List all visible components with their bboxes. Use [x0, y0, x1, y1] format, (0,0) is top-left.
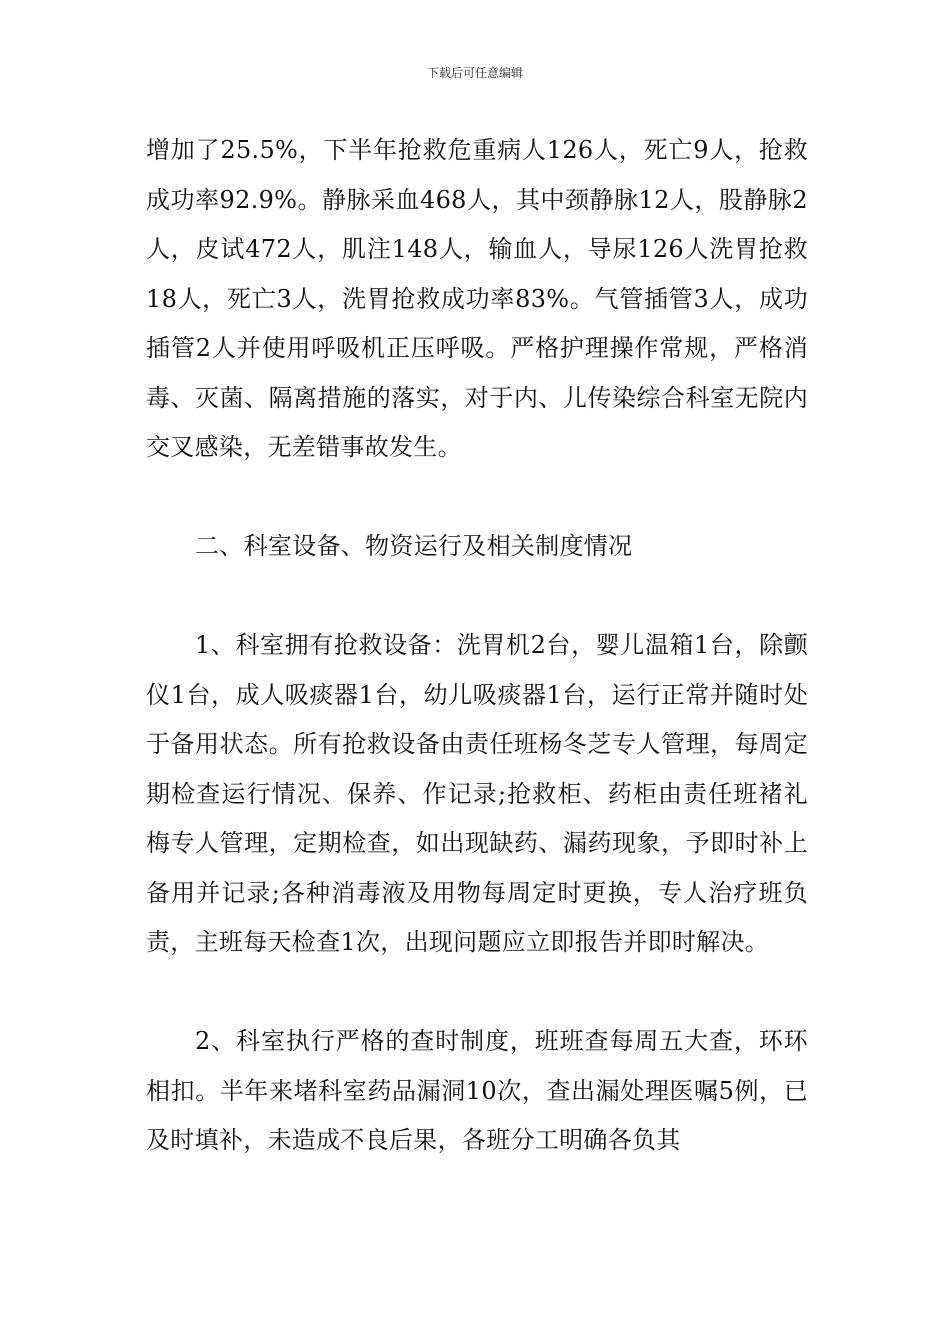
paragraph-spacer — [146, 572, 808, 622]
page-header: 下载后可任意编辑 — [426, 66, 523, 80]
paragraph-spacer — [146, 473, 808, 523]
paragraph-equipment-management: 1、科室拥有抢救设备：洗胃机2台，婴儿温箱1台，除颤仪1台，成人吸痰器1台，幼儿吸痰器1台，运行正常并随时处于备用状态。所有抢救设备由责任班杨冬芝专人管理，每周定期检查运行情况、保养、作记录;抢救柜、药柜由责任班褚礼梅专人管理，定期检查，如出现缺药、漏药现象，予即时补上备用并记录;各种消毒液及用物每周定时更换，专人治疗班负责，主班每天检查1次，出现问题应立即报告并即时解决。 — [146, 631, 808, 956]
paragraph-rescue-statistics: 增加了25.5%，下半年抢救危重病人126人，死亡9人，抢救成功率92.9%。静脉采血468人，其中颈静脉12人，股静脉2人，皮试472人，肌注148人，输血人，导尿126人洗胃抢救18人，死亡3人，洗胃抢救成功率83%。气管插管3人，成功插管2人并使用呼吸机正压呼吸。严格护理操作常规，严格消毒、灭菌、隔离措施的落实，对于内、儿传染综合科室无院内交叉感染，无差错事故发生。 — [146, 136, 808, 461]
document-body — [146, 126, 808, 1166]
section-heading-equipment: 二、科室设备、物资运行及相关制度情况 — [195, 532, 633, 560]
paragraph-spacer — [146, 968, 808, 1018]
paragraph-inspection-system: 2、科室执行严格的查时制度，班班查每周五大查，环环相扣。半年来堵科室药品漏洞10次，查出漏处理医嘱5例，已及时填补，未造成不良后果，各班分工明确各负其 — [146, 1027, 808, 1154]
